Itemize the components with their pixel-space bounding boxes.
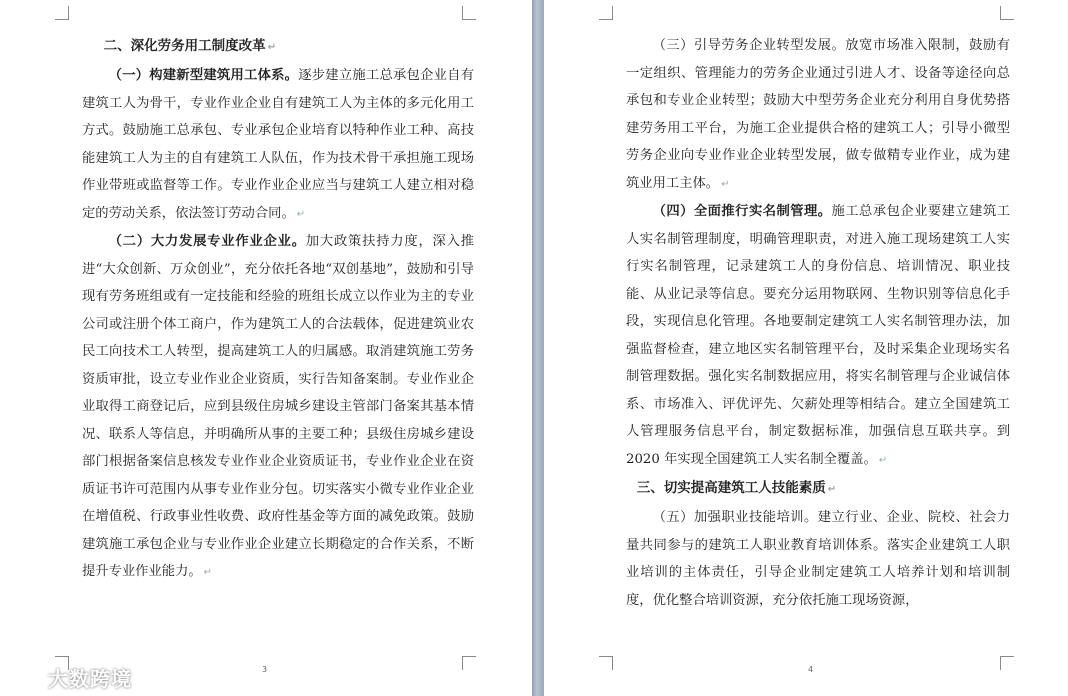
paragraph-mark-icon: ↵: [721, 178, 730, 190]
document-page-right: [544, 0, 1068, 696]
paragraph-mark-icon: ↵: [267, 42, 276, 53]
section-heading: 二、深化劳务用工制度改革 ↵: [103, 38, 276, 54]
paragraph: （四）全面推行实名制管理。施工总承包企业要建立建筑工人实名制管理制度，明确管理职责，对进入施工现场建筑工人实行实名制管理，记录建筑工人的身份信息、培训情况、职业技能、从业记录等信息。要充分运用物联网、生物识别等信息化手段，实现信息化管理。各地要制定建筑工人实名制管理办法，加强监督检查，建立地区实名制管理平台，及时采集企业现场实名制管理数据。强化实名制数据应用，将实名制管理与企业诚信体系、市场准入、评优评先、欠薪处理等相结合。建立全国建筑工人管理服务信息平台，制定数据标准，加强信息互联共享。到 2020 年实现全国建筑工人实名制全覆盖。 ↵: [626, 204, 1011, 467]
margin-corner-mark: [55, 6, 69, 20]
paragraph: （二）大力发展专业作业企业。加大政策扶持力度，深入推进“大众创新、万众创业”，充分依托各地“双创基地”，鼓励和引导现有劳务班组或有一定技能和经验的班组长成立以作业为主的专业公司或注册个体工商户，作为建筑工人的合法载体，促进建筑业农民工向技术工人转型，提高建筑工人的归属感。取消建筑施工劳务资质审批，设立专业作业企业资质，实行告知备案制。专业作业企业取得工商登记后，应到县级住房城乡建设主管部门备案其基本情况、联系人等信息，并明确所从事的主要工种；县级住房城乡建设部门根据备案信息核发专业作业企业资质证书，专业作业企业在资质证书许可范围内从事专业作业分包。切实落实小微专业作业企业在增值税、行政事业性收费、政府性基金等方面的减免政策。鼓励建筑施工承包企业与专业作业企业建立长期稳定的合作关系，不断提升专业作业能力。 ↵: [82, 234, 475, 579]
section-heading: 三、切实提高建筑工人技能素质 ↵: [636, 480, 837, 496]
watermark: [8, 663, 132, 692]
left-page-body[interactable]: [82, 32, 474, 587]
watermark-logo-icon: [8, 667, 42, 689]
right-page-body[interactable]: [626, 32, 1010, 614]
margin-corner-mark: [462, 6, 476, 20]
paragraph-mark-icon: ↵: [203, 567, 213, 578]
document-page-left: [0, 0, 532, 696]
paragraph-mark-icon: ↵: [296, 208, 306, 220]
margin-corner-mark: [1000, 656, 1014, 670]
margin-corner-mark: [1000, 6, 1014, 20]
page-number: 3: [262, 665, 268, 674]
paragraph: （三）引导劳务企业转型发展。放宽市场准入限制，鼓励有一定组织、管理能力的劳务企业通过引进人才、设备等途径向总承包和专业企业转型；鼓励大中型劳务企业充分利用自身优势搭建劳务用工平台，为施工企业提供合格的建筑工人；引导小微型劳务企业向专业作业企业转型发展，做专做精专业作业，成为建筑业用工主体。 ↵: [626, 38, 1011, 191]
margin-corner-mark: [599, 6, 613, 20]
margin-corner-mark: [599, 656, 613, 670]
paragraph-mark-icon: ↵: [827, 484, 837, 495]
paragraph: （一）构建新型建筑用工体系。逐步建立施工总承包企业自有建筑工人为骨干，专业作业企业自有建筑工人为主体的多元化用工方式。鼓励施工总承包、专业承包企业培育以特种作业工种、高技能建筑工人为主的自有建筑工人队伍，作为技术骨干承担施工现场作业带班或监督等工作。专业作业企业应当与建筑工人建立相对稳定的劳动关系，依法签订劳动合同。 ↵: [82, 68, 475, 221]
margin-corner-mark: [462, 656, 476, 670]
page-gutter: [532, 0, 544, 696]
page-number: 4: [808, 665, 814, 674]
paragraph: （五）加强职业技能培训。建立行业、企业、院校、社会力量共同参与的建筑工人职业教育培训体系。落实企业建筑工人职业培训的主体责任，引导企业制定建筑工人培养计划和培训制度，优化整合培训资源，充分依托施工现场资源，: [626, 510, 1011, 608]
watermark-text: 大数跨境: [48, 667, 132, 691]
paragraph-mark-icon: ↵: [878, 454, 888, 466]
